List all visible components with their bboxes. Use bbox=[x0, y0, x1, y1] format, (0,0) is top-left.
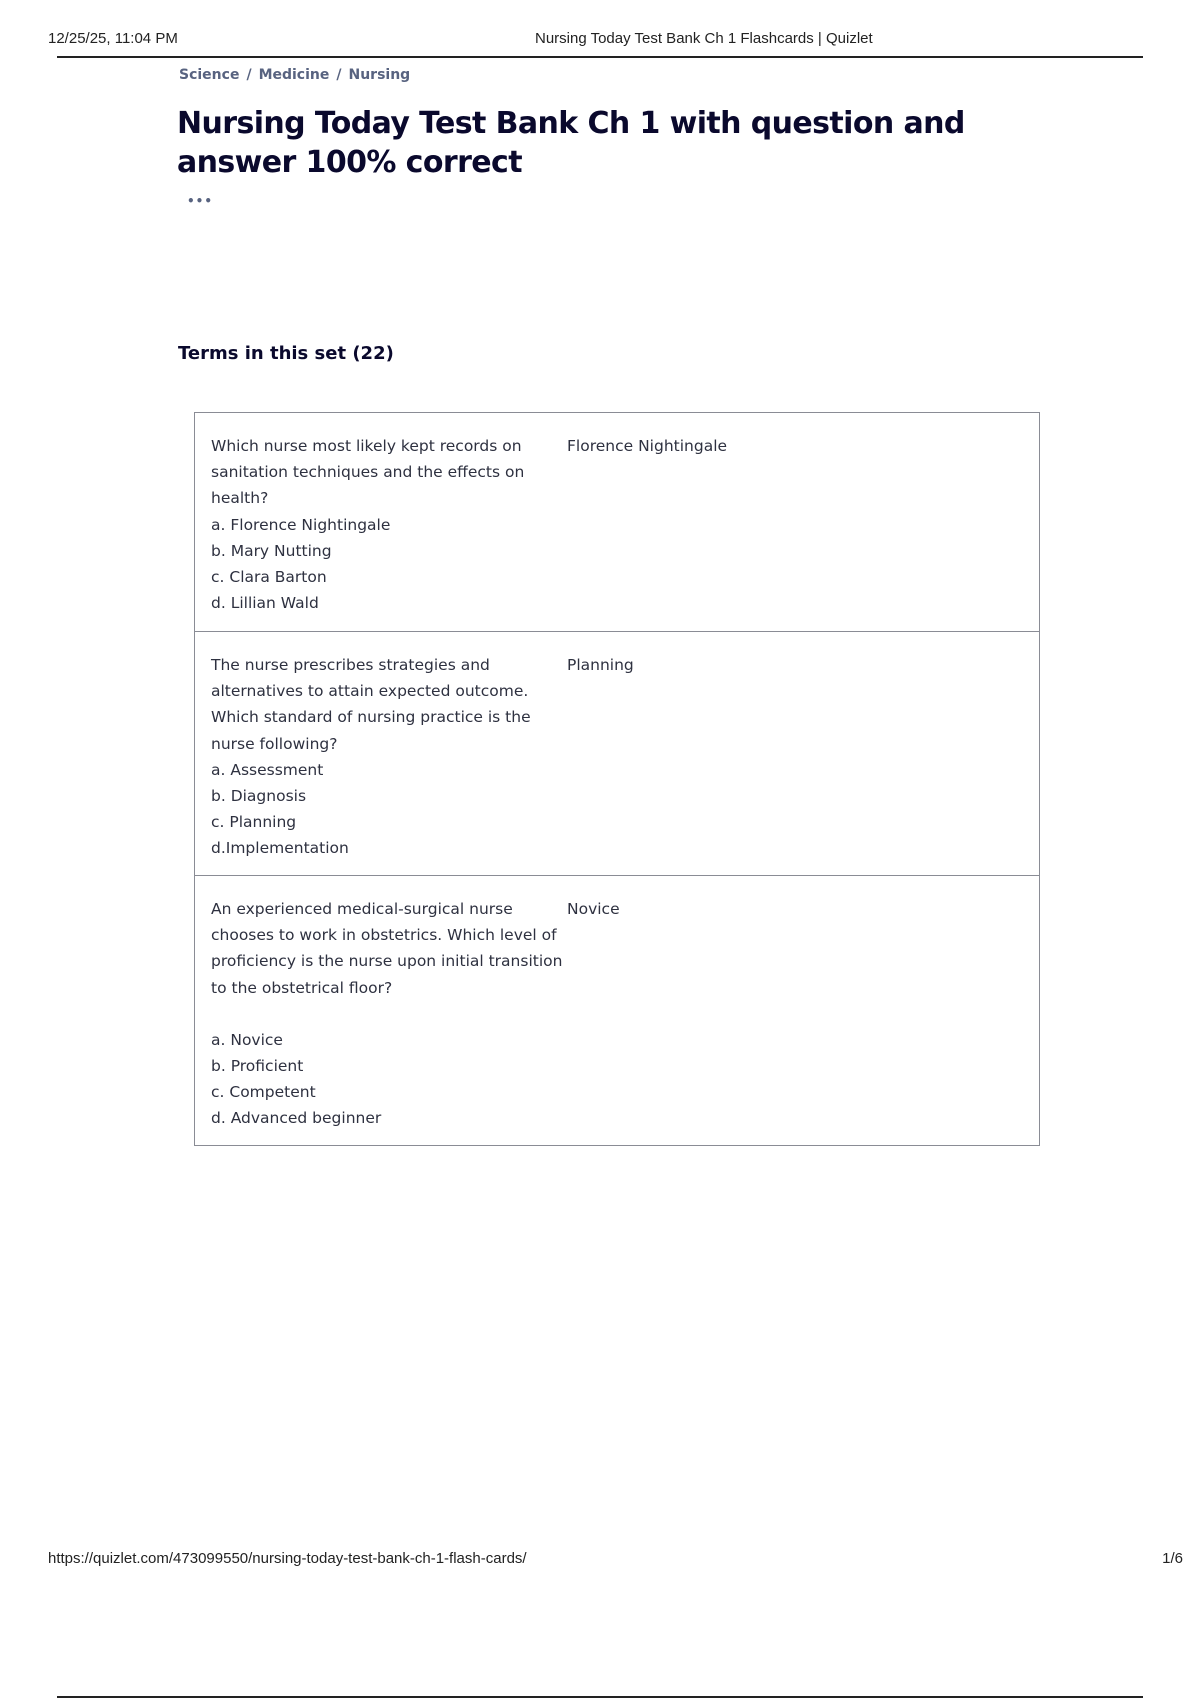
footer-divider bbox=[57, 1696, 1143, 1698]
answer-option: a. Florence Nightingale bbox=[211, 515, 391, 534]
term-definition: Planning bbox=[567, 656, 634, 674]
answer-option: d.Implementation bbox=[211, 839, 349, 858]
breadcrumb-science[interactable]: Science bbox=[179, 67, 240, 83]
answer-option: c. Clara Barton bbox=[211, 568, 327, 587]
page-title: Nursing Today Test Bank Ch 1 with question and answer 100% correct bbox=[177, 106, 965, 180]
term-card bbox=[195, 413, 1039, 631]
print-document-title: Nursing Today Test Bank Ch 1 Flashcards | Quizlet bbox=[535, 30, 873, 47]
term-definition: Novice bbox=[567, 900, 620, 918]
print-header bbox=[48, 30, 1144, 52]
answer-option: c. Competent bbox=[211, 1083, 316, 1102]
breadcrumb-separator: / bbox=[246, 67, 252, 83]
answer-option: b. Proficient bbox=[211, 1057, 304, 1076]
answer-option: d. Lillian Wald bbox=[211, 594, 319, 613]
breadcrumb-separator: / bbox=[336, 67, 342, 83]
term-question bbox=[211, 652, 567, 858]
terms-list bbox=[194, 412, 1040, 1146]
term-question bbox=[211, 896, 567, 1128]
term-card bbox=[195, 875, 1039, 1145]
breadcrumb-nursing[interactable]: Nursing bbox=[348, 67, 411, 83]
page-number: 1/6 bbox=[1162, 1550, 1183, 1567]
answer-option: b. Mary Nutting bbox=[211, 541, 332, 560]
term-definition: Florence Nightingale bbox=[567, 437, 728, 455]
more-options-button[interactable]: ••• bbox=[187, 194, 214, 208]
header-divider bbox=[57, 56, 1143, 58]
question-text: The nurse prescribes strategies and alternatives to attain expected outcome. Which standard of nursing practice is the nurse following? bbox=[211, 656, 531, 753]
breadcrumb bbox=[179, 67, 410, 83]
question-text: Which nurse most likely kept records on sanitation techniques and the effects on health? bbox=[211, 437, 525, 508]
term-question bbox=[211, 433, 567, 611]
answer-option: b. Diagnosis bbox=[211, 787, 307, 806]
print-footer bbox=[48, 1550, 1183, 1572]
answer-option: c. Planning bbox=[211, 813, 297, 832]
print-datetime: 12/25/25, 11:04 PM bbox=[48, 30, 178, 47]
terms-heading: Terms in this set (22) bbox=[178, 343, 394, 364]
answer-option: a. Novice bbox=[211, 1030, 283, 1049]
question-text: An experienced medical-surgical nurse chooses to work in obstetrics. Which level of proficiency is the nurse upon initial transition to the obstetrical floor? bbox=[211, 900, 563, 997]
answer-option: a. Assessment bbox=[211, 760, 324, 779]
answer-option: d. Advanced beginner bbox=[211, 1109, 382, 1128]
blank-line bbox=[211, 1001, 567, 1027]
term-card bbox=[195, 631, 1039, 875]
page-url: https://quizlet.com/473099550/nursing-today-test-bank-ch-1-flash-cards/ bbox=[48, 1550, 527, 1567]
breadcrumb-medicine[interactable]: Medicine bbox=[258, 67, 330, 83]
